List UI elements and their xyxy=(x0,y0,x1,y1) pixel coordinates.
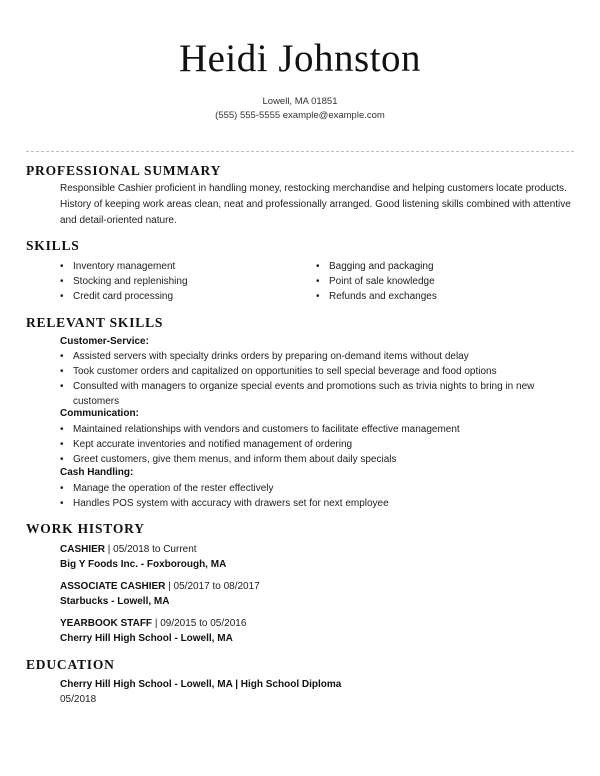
job-dates: | 09/2015 to 05/2016 xyxy=(152,618,247,629)
address-line: Lowell, MA 01851 xyxy=(262,96,338,107)
job-employer: Starbucks - Lowell, MA xyxy=(60,596,170,607)
education-date: 05/2018 xyxy=(60,694,97,705)
job-role: CASHIER xyxy=(60,544,106,555)
job-title-line xyxy=(60,618,246,629)
education-title: EDUCATION xyxy=(26,657,115,672)
job-employer: Big Y Foods Inc. - Foxborough, MA xyxy=(60,559,227,570)
skills-title: SKILLS xyxy=(26,238,80,253)
relevant-group-heading: Communication: xyxy=(60,408,139,419)
summary-text: Responsible Cashier proficient in handling money, restocking merchandise and helping customers locate products. History of keeping work areas clean, neat and professionally arranged. Good listening skills combined with attentive and detail-oriented nature. xyxy=(60,183,571,226)
relevant-group-heading: Cash Handling: xyxy=(60,467,134,478)
relevant-group-heading: Customer-Service: xyxy=(60,336,149,347)
job-employer: Cherry Hill High School - Lowell, MA xyxy=(60,633,233,644)
candidate-name: Heidi Johnston xyxy=(178,37,422,80)
job-role: YEARBOOK STAFF xyxy=(60,618,153,629)
job-title-line xyxy=(60,581,260,592)
relevant-skills-title: RELEVANT SKILLS xyxy=(26,315,164,330)
job-dates: | 05/2017 to 08/2017 xyxy=(165,581,260,592)
header-divider xyxy=(26,151,574,152)
education-school: Cherry Hill High School - Lowell, MA | High School Diploma xyxy=(60,679,342,690)
job-title-line xyxy=(60,544,197,555)
resume-page: Heidi Johnston Lowell, MA 01851 (555) 555-5555 example@example.com PROFESSIONAL SUMMARY Responsible Cashier proficient in handling money, restocking merchandise and helping customers locate products. History of keeping work areas clean, neat and professionally arranged. Good listening skills combined with attentive and detail-oriented nature. SKILLS • Inventory management • Stocking and replenishing • Credit card processing • Bagging and packaging • Point of sale knowledge • Refunds and exchanges RELEVANT SKILLS Customer-Service: • Assisted servers with specialty drinks orders by preparing on-demand items without delay • Took customer orders and capitalized on opportunities to sell special beverage and food options • Consulted with managers to organize special events and promotions such as trivia nights to bring in new customers Communication: • Maintained relationships with vendors and customers to facilitate effective management • Kept accurate inventories and notified management of ordering • Greet customers, give them menus, and inform them about daily specials Cash Handling: • Manage the operation of the rester effectively • Handles POS system with accuracy with drawers set for next employee WORK HISTORY CASHIER | 05/2018 to Current Big Y Foods Inc. - Foxborough, MA ASSOCIATE CASHIER | 05/2017 to 08/2017 Starbucks - Lowell, MA YEARBOOK STAFF | 09/2015 to 05/2016 Cherry Hill High School - Lowell, MA EDUCATION Cherry Hill High School - Lowell, MA | High School Diploma 05/2018 xyxy=(0,0,600,776)
job-dates: | 05/2018 to Current xyxy=(105,544,197,555)
job-role: ASSOCIATE CASHIER xyxy=(60,581,166,592)
phone-email-line: (555) 555-5555 example@example.com xyxy=(215,110,385,121)
summary-title: PROFESSIONAL SUMMARY xyxy=(26,163,222,178)
work-history-title: WORK HISTORY xyxy=(26,521,145,536)
